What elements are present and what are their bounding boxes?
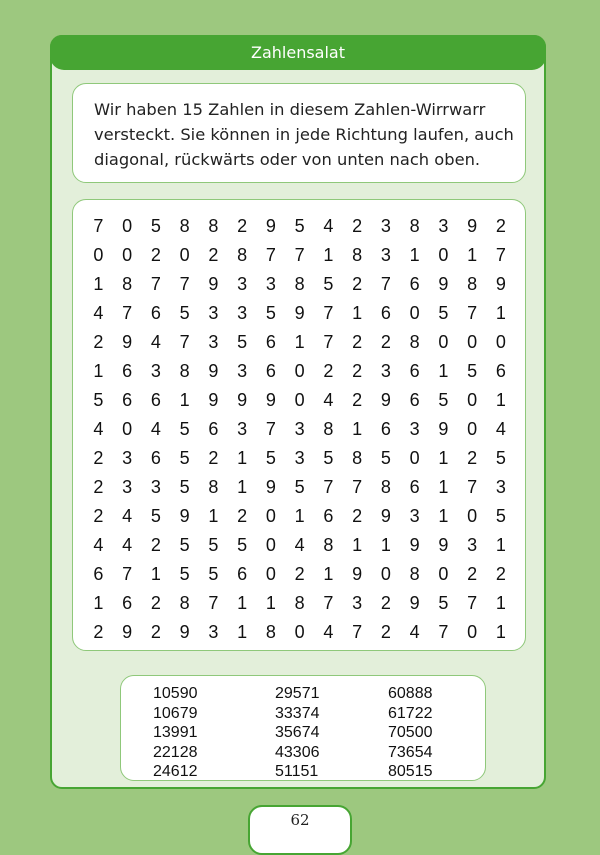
grid-cell[interactable]: 1	[352, 303, 363, 323]
grid-cell[interactable]: 1	[495, 390, 506, 410]
grid-cell[interactable]: 7	[179, 332, 190, 352]
grid-cell[interactable]: 4	[122, 506, 133, 526]
number-list-item: 10590	[153, 685, 198, 702]
grid-cell[interactable]: 8	[237, 245, 248, 265]
grid-cell[interactable]: 1	[438, 361, 449, 381]
grid-cell[interactable]: 5	[294, 477, 305, 497]
number-list-item: 35674	[275, 724, 320, 742]
grid-cell[interactable]: 6	[150, 448, 161, 468]
grid-cell[interactable]: 9	[495, 274, 506, 294]
grid-cell[interactable]: 0	[467, 390, 478, 410]
grid-cell[interactable]: 2	[150, 593, 161, 613]
grid-cell[interactable]: 0	[467, 419, 478, 439]
grid-cell[interactable]: 6	[122, 361, 133, 381]
grid-cell[interactable]: 3	[208, 332, 219, 352]
grid-cell[interactable]: 5	[208, 564, 219, 584]
grid-cell[interactable]: 2	[380, 622, 391, 642]
grid-cell[interactable]: 2	[495, 216, 506, 236]
grid-cell[interactable]: 8	[179, 361, 190, 381]
puzzle-header	[50, 35, 546, 70]
grid-cell[interactable]: 7	[323, 303, 334, 323]
grid-cell[interactable]: 3	[380, 216, 391, 236]
grid-cell[interactable]: 2	[352, 506, 363, 526]
grid-cell[interactable]: 0	[265, 564, 276, 584]
grid-cell[interactable]: 6	[409, 477, 420, 497]
grid-cell[interactable]: 5	[294, 216, 305, 236]
grid-cell[interactable]: 6	[265, 361, 276, 381]
grid-cell[interactable]: 9	[438, 274, 449, 294]
number-grid	[84, 212, 515, 647]
grid-cell[interactable]: 2	[380, 332, 391, 352]
grid-cell[interactable]: 6	[409, 390, 420, 410]
grid-cell[interactable]: 0	[122, 419, 133, 439]
number-list-item: 80515	[388, 763, 433, 781]
grid-cell[interactable]: 5	[265, 448, 276, 468]
grid-cell[interactable]: 0	[93, 245, 104, 265]
grid-cell[interactable]: 2	[93, 506, 104, 526]
grid-cell[interactable]: 2	[150, 245, 161, 265]
grid-cell[interactable]: 3	[352, 593, 363, 613]
grid-cell[interactable]: 2	[237, 506, 248, 526]
grid-cell[interactable]: 1	[93, 274, 104, 294]
grid-cell[interactable]: 5	[208, 535, 219, 555]
grid-cell[interactable]: 1	[237, 593, 248, 613]
grid-cell[interactable]: 3	[150, 477, 161, 497]
grid-cell[interactable]: 1	[294, 332, 305, 352]
grid-cell[interactable]: 4	[323, 390, 334, 410]
grid-cell[interactable]: 5	[179, 564, 190, 584]
grid-cell[interactable]: 3	[380, 361, 391, 381]
number-list-item: 60888	[388, 685, 433, 702]
grid-cell[interactable]: 5	[179, 535, 190, 555]
grid-cell[interactable]: 1	[495, 535, 506, 555]
grid-cell[interactable]: 2	[294, 564, 305, 584]
grid-cell[interactable]: 7	[179, 274, 190, 294]
grid-cell[interactable]: 3	[237, 419, 248, 439]
grid-cell[interactable]: 0	[265, 535, 276, 555]
grid-cell[interactable]: 2	[467, 564, 478, 584]
grid-cell[interactable]: 0	[294, 622, 305, 642]
grid-cell[interactable]: 4	[93, 419, 104, 439]
grid-cell[interactable]: 0	[409, 448, 420, 468]
grid-cell[interactable]: 7	[122, 303, 133, 323]
grid-cell[interactable]: 2	[208, 448, 219, 468]
grid-cell[interactable]: 0	[467, 332, 478, 352]
grid-cell[interactable]: 9	[265, 477, 276, 497]
grid-cell[interactable]: 2	[352, 361, 363, 381]
number-list-item: 29571	[275, 685, 320, 702]
grid-cell[interactable]: 1	[438, 448, 449, 468]
grid-cell[interactable]: 0	[438, 245, 449, 265]
grid-cell[interactable]: 3	[438, 216, 449, 236]
grid-cell[interactable]: 1	[150, 564, 161, 584]
grid-cell[interactable]: 2	[380, 593, 391, 613]
grid-cell[interactable]: 1	[323, 245, 334, 265]
grid-cell[interactable]: 7	[294, 245, 305, 265]
grid-cell[interactable]: 2	[93, 332, 104, 352]
grid-cell[interactable]: 5	[150, 506, 161, 526]
grid-cell[interactable]: 4	[93, 303, 104, 323]
grid-cell[interactable]: 9	[380, 390, 391, 410]
grid-cell[interactable]: 6	[93, 564, 104, 584]
grid-cell[interactable]: 8	[323, 535, 334, 555]
grid-cell[interactable]: 0	[122, 245, 133, 265]
grid-cell[interactable]: 7	[352, 622, 363, 642]
grid-cell[interactable]: 0	[438, 332, 449, 352]
grid-cell[interactable]: 1	[438, 506, 449, 526]
grid-cell[interactable]: 9	[294, 303, 305, 323]
grid-cell[interactable]: 6	[380, 419, 391, 439]
number-list-item: 10679	[153, 704, 198, 722]
grid-cell[interactable]: 9	[208, 390, 219, 410]
grid-cell[interactable]: 2	[150, 535, 161, 555]
grid-cell[interactable]: 5	[237, 535, 248, 555]
grid-cell[interactable]: 9	[265, 216, 276, 236]
grid-cell[interactable]: 5	[150, 216, 161, 236]
grid-cell[interactable]: 6	[122, 390, 133, 410]
grid-cell[interactable]: 1	[495, 303, 506, 323]
grid-cell[interactable]: 8	[409, 564, 420, 584]
grid-cell[interactable]: 4	[495, 419, 506, 439]
grid-cell[interactable]: 3	[237, 361, 248, 381]
grid-cell[interactable]: 0	[179, 245, 190, 265]
grid-cell[interactable]: 1	[265, 593, 276, 613]
grid-cell[interactable]: 9	[409, 593, 420, 613]
grid-cell[interactable]: 6	[265, 332, 276, 352]
grid-cell[interactable]: 5	[265, 303, 276, 323]
grid-cell[interactable]: 2	[150, 622, 161, 642]
grid-cell[interactable]: 9	[467, 216, 478, 236]
grid-cell[interactable]: 9	[237, 390, 248, 410]
number-list-item: 13991	[153, 724, 198, 742]
grid-cell[interactable]: 4	[150, 332, 161, 352]
number-list-column-3	[388, 684, 433, 782]
grid-cell[interactable]: 5	[323, 274, 334, 294]
grid-cell[interactable]: 4	[323, 622, 334, 642]
grid-cell[interactable]: 1	[208, 506, 219, 526]
grid-cell[interactable]: 8	[352, 245, 363, 265]
grid-cell[interactable]: 8	[467, 274, 478, 294]
grid-cell[interactable]: 1	[323, 564, 334, 584]
grid-cell[interactable]: 6	[208, 419, 219, 439]
grid-cell[interactable]: 8	[179, 593, 190, 613]
grid-cell[interactable]: 5	[179, 303, 190, 323]
grid-cell[interactable]: 7	[467, 303, 478, 323]
grid-cell[interactable]: 9	[179, 506, 190, 526]
grid-cell[interactable]: 9	[122, 622, 133, 642]
grid-cell[interactable]: 3	[294, 448, 305, 468]
grid-cell[interactable]: 2	[93, 448, 104, 468]
grid-cell[interactable]: 8	[208, 216, 219, 236]
grid-cell[interactable]: 5	[438, 303, 449, 323]
number-list-item: 22128	[153, 743, 198, 761]
grid-cell[interactable]: 1	[495, 593, 506, 613]
grid-cell[interactable]: 1	[380, 535, 391, 555]
grid-cell[interactable]: 3	[122, 448, 133, 468]
grid-cell[interactable]: 3	[208, 303, 219, 323]
grid-cell[interactable]: 6	[495, 361, 506, 381]
grid-cell[interactable]: 1	[409, 245, 420, 265]
instructions-box	[72, 83, 526, 183]
grid-cell[interactable]: 4	[409, 622, 420, 642]
grid-cell[interactable]: 1	[352, 535, 363, 555]
grid-cell[interactable]: 6	[409, 361, 420, 381]
number-list-item: 33374	[275, 704, 320, 722]
number-list-item: 73654	[388, 743, 433, 761]
grid-cell[interactable]: 8	[294, 274, 305, 294]
grid-cell[interactable]: 7	[467, 593, 478, 613]
grid-cell[interactable]: 6	[409, 274, 420, 294]
grid-cell[interactable]: 3	[237, 274, 248, 294]
grid-cell[interactable]: 4	[93, 535, 104, 555]
grid-cell[interactable]: 3	[208, 622, 219, 642]
grid-cell[interactable]: 3	[294, 419, 305, 439]
grid-cell[interactable]: 9	[265, 390, 276, 410]
grid-cell[interactable]: 9	[352, 564, 363, 584]
number-grid-box	[72, 199, 526, 651]
grid-cell[interactable]: 1	[179, 390, 190, 410]
grid-cell[interactable]: 5	[179, 419, 190, 439]
grid-cell[interactable]: 5	[467, 361, 478, 381]
number-list-item: 51151	[275, 763, 319, 781]
grid-cell[interactable]: 1	[237, 477, 248, 497]
number-list-column-2	[275, 684, 320, 782]
grid-cell[interactable]: 2	[352, 332, 363, 352]
grid-cell[interactable]: 1	[352, 419, 363, 439]
grid-cell[interactable]: 6	[380, 303, 391, 323]
grid-cell[interactable]: 8	[208, 477, 219, 497]
grid-cell[interactable]: 5	[179, 448, 190, 468]
grid-cell[interactable]: 3	[150, 361, 161, 381]
grid-cell[interactable]: 2	[467, 448, 478, 468]
grid-cell[interactable]: 1	[495, 622, 506, 642]
grid-cell[interactable]: 8	[265, 622, 276, 642]
grid-cell[interactable]: 1	[93, 593, 104, 613]
grid-cell[interactable]: 4	[122, 535, 133, 555]
grid-cell[interactable]: 7	[208, 593, 219, 613]
grid-cell[interactable]: 7	[122, 564, 133, 584]
puzzle-panel	[50, 35, 546, 789]
number-list-item: 43306	[275, 743, 320, 761]
grid-cell[interactable]: 1	[93, 361, 104, 381]
grid-cell[interactable]: 9	[208, 361, 219, 381]
grid-cell[interactable]: 2	[208, 245, 219, 265]
grid-cell[interactable]: 7	[265, 419, 276, 439]
grid-cell[interactable]: 1	[438, 477, 449, 497]
grid-cell[interactable]: 7	[467, 477, 478, 497]
grid-cell[interactable]: 1	[237, 622, 248, 642]
grid-cell[interactable]: 0	[380, 564, 391, 584]
grid-cell[interactable]: 5	[237, 332, 248, 352]
grid-cell[interactable]: 8	[409, 332, 420, 352]
grid-cell[interactable]: 7	[93, 216, 104, 236]
grid-cell[interactable]: 8	[179, 216, 190, 236]
grid-cell[interactable]: 3	[409, 506, 420, 526]
grid-cell[interactable]: 5	[438, 390, 449, 410]
grid-cell[interactable]: 7	[438, 622, 449, 642]
grid-cell[interactable]: 7	[352, 477, 363, 497]
grid-cell[interactable]: 7	[323, 477, 334, 497]
grid-cell[interactable]: 9	[380, 506, 391, 526]
grid-cell[interactable]: 5	[495, 448, 506, 468]
grid-cell[interactable]: 1	[294, 506, 305, 526]
grid-cell[interactable]: 2	[352, 390, 363, 410]
grid-cell[interactable]: 4	[323, 216, 334, 236]
grid-cell[interactable]: 5	[380, 448, 391, 468]
grid-cell[interactable]: 8	[352, 448, 363, 468]
grid-cell[interactable]: 5	[179, 477, 190, 497]
grid-cell[interactable]: 0	[438, 564, 449, 584]
grid-cell[interactable]: 3	[409, 419, 420, 439]
grid-cell[interactable]: 0	[265, 506, 276, 526]
grid-cell[interactable]: 2	[93, 477, 104, 497]
grid-cell[interactable]: 5	[438, 593, 449, 613]
number-list-column-1	[153, 684, 198, 782]
grid-cell[interactable]: 2	[495, 564, 506, 584]
grid-cell[interactable]: 2	[93, 622, 104, 642]
grid-cell[interactable]: 8	[409, 216, 420, 236]
grid-cell[interactable]: 0	[122, 216, 133, 236]
grid-cell[interactable]: 0	[409, 303, 420, 323]
grid-cell[interactable]: 5	[323, 448, 334, 468]
grid-cell[interactable]: 6	[150, 303, 161, 323]
grid-cell[interactable]: 2	[352, 274, 363, 294]
grid-cell[interactable]: 3	[237, 303, 248, 323]
grid-cell[interactable]: 8	[294, 593, 305, 613]
number-list-item: 24612	[153, 763, 198, 781]
grid-cell[interactable]: 3	[122, 477, 133, 497]
grid-cell[interactable]: 7	[265, 245, 276, 265]
grid-cell[interactable]: 9	[179, 622, 190, 642]
grid-cell[interactable]: 0	[467, 622, 478, 642]
grid-cell[interactable]: 4	[294, 535, 305, 555]
grid-cell[interactable]: 5	[495, 506, 506, 526]
grid-cell[interactable]: 9	[438, 419, 449, 439]
number-list-item: 70500	[388, 724, 433, 742]
page-number: 62	[290, 811, 310, 829]
grid-cell[interactable]: 0	[495, 332, 506, 352]
grid-cell[interactable]: 3	[380, 245, 391, 265]
grid-cell[interactable]: 3	[467, 535, 478, 555]
grid-cell[interactable]: 7	[150, 274, 161, 294]
grid-cell[interactable]: 9	[438, 535, 449, 555]
grid-cell[interactable]: 0	[467, 506, 478, 526]
grid-cell[interactable]: 1	[467, 245, 478, 265]
grid-cell[interactable]: 8	[380, 477, 391, 497]
grid-cell[interactable]: 9	[208, 274, 219, 294]
grid-cell[interactable]: 2	[237, 216, 248, 236]
grid-cell[interactable]: 7	[495, 245, 506, 265]
grid-cell[interactable]: 7	[323, 593, 334, 613]
grid-cell[interactable]: 7	[380, 274, 391, 294]
grid-cell[interactable]: 9	[122, 332, 133, 352]
grid-cell[interactable]: 2	[323, 361, 334, 381]
grid-cell[interactable]: 6	[122, 593, 133, 613]
grid-cell[interactable]: 0	[294, 390, 305, 410]
grid-cell[interactable]: 2	[352, 216, 363, 236]
instructions-text: Wir haben 15 Zahlen in diesem Zahlen-Wirrwarr versteckt. Sie können in jede Richtung laufen, auch diagonal, rückwärts oder von unten nach oben.	[94, 100, 514, 169]
number-list-box	[120, 675, 486, 781]
grid-cell[interactable]: 6	[237, 564, 248, 584]
grid-cell[interactable]: 5	[93, 390, 104, 410]
grid-cell[interactable]: 4	[150, 419, 161, 439]
grid-cell[interactable]: 7	[323, 332, 334, 352]
grid-cell[interactable]: 3	[265, 274, 276, 294]
grid-cell[interactable]: 8	[122, 274, 133, 294]
grid-cell[interactable]: 0	[294, 361, 305, 381]
grid-cell[interactable]: 3	[495, 477, 506, 497]
puzzle-title: Zahlensalat	[251, 43, 345, 62]
page-number-tab	[248, 805, 352, 855]
number-list-item: 61722	[388, 704, 433, 722]
grid-cell[interactable]: 6	[323, 506, 334, 526]
grid-cell[interactable]: 6	[150, 390, 161, 410]
grid-cell[interactable]: 9	[409, 535, 420, 555]
grid-cell[interactable]: 1	[237, 448, 248, 468]
grid-cell[interactable]: 8	[323, 419, 334, 439]
